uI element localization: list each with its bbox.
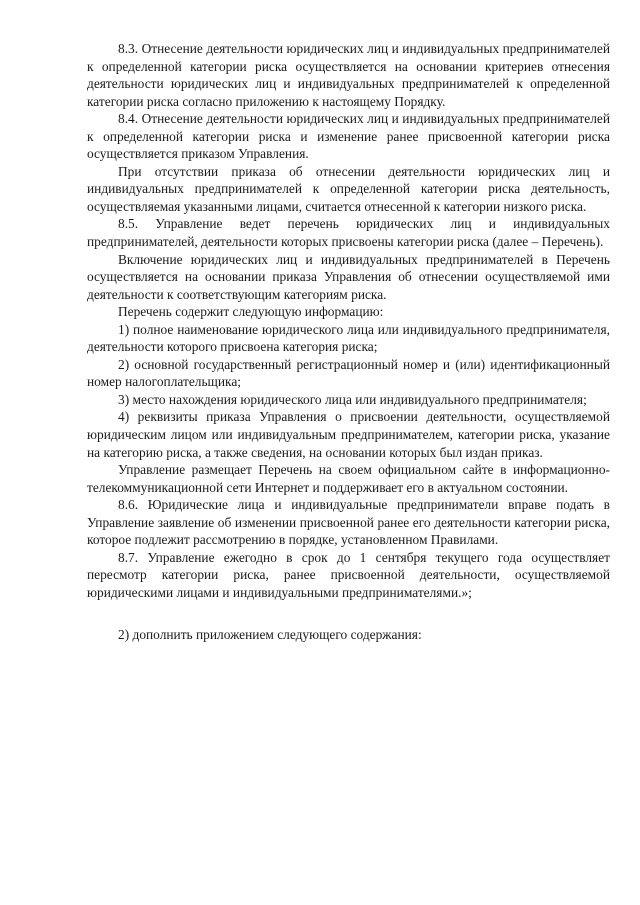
paragraph-8-7: 8.7. Управление ежегодно в срок до 1 сентября текущего года осуществляет пересмотр категории риска, ранее присвоенной деятельности, осуществляемой юридическими лицами и индивидуальными предпринимателями.»;: [87, 549, 610, 600]
list-item-3: 3) место нахождения юридического лица или индивидуального предпринимателя;: [118, 391, 587, 407]
list-item-4: 4) реквизиты приказа Управления о присвоении деятельности, осуществляемой юридическим лицом или индивидуальным предпринимателем, категории риска, указание на категорию риска, а также сведения, на основании которых был издан приказ.: [87, 409, 610, 460]
paragraph-8-4: 8.4. Отнесение деятельности юридических лиц и индивидуальных предпринимателей к определенной категории риска и изменение ранее присвоенной категории риска осуществляется приказом Управления.: [87, 111, 610, 162]
list-item-2: 2) основной государственный регистрационный номер и (или) идентификационный номер налогоплательщика;: [87, 356, 610, 390]
paragraph-8-5: 8.5. Управление ведет перечень юридических лиц и индивидуальных предпринимателей, деятельности которых присвоены категории риска (далее – Перечень).: [87, 216, 610, 250]
paragraph-amendment-2: 2) дополнить приложением следующего содержания:: [118, 626, 422, 642]
paragraph-no-order: При отсутствии приказа об отнесении деятельности юридических лиц и индивидуальных предпринимателей к определенной категории риска деятельность, осуществляемая указанными лицами, считается отнесенной к категории низкого риска.: [87, 163, 610, 214]
paragraph-spacer: [87, 602, 610, 626]
paragraph-list-intro: Перечень содержит следующую информацию:: [118, 304, 384, 320]
paragraph-inclusion: Включение юридических лиц и индивидуальных предпринимателей в Перечень осуществляется на основании приказа Управления об отнесении осуществляемой ими деятельности к соответствующим категориям риска.: [87, 251, 610, 302]
document-body: [87, 40, 610, 643]
paragraph-8-6: 8.6. Юридические лица и индивидуальные предприниматели вправе подать в Управление заявление об изменении присвоенной ранее его деятельности категории риска, которое подлежит рассмотрению в порядке, установленном Правилами.: [87, 497, 610, 548]
list-item-1: 1) полное наименование юридического лица или индивидуального предпринимателя, деятельности которого присвоена категория риска;: [87, 321, 610, 355]
paragraph-8-3: 8.3. Отнесение деятельности юридических лиц и индивидуальных предпринимателей к определенной категории риска осуществляется на основании критериев отнесения деятельности юридических лиц и индивидуальных предпринимателей к определенной категории риска согласно приложению к настоящему Порядку.: [87, 41, 610, 109]
paragraph-publication: Управление размещает Перечень на своем официальном сайте в информационно-телекоммуникационной сети Интернет и поддерживает его в актуальном состоянии.: [87, 462, 610, 495]
